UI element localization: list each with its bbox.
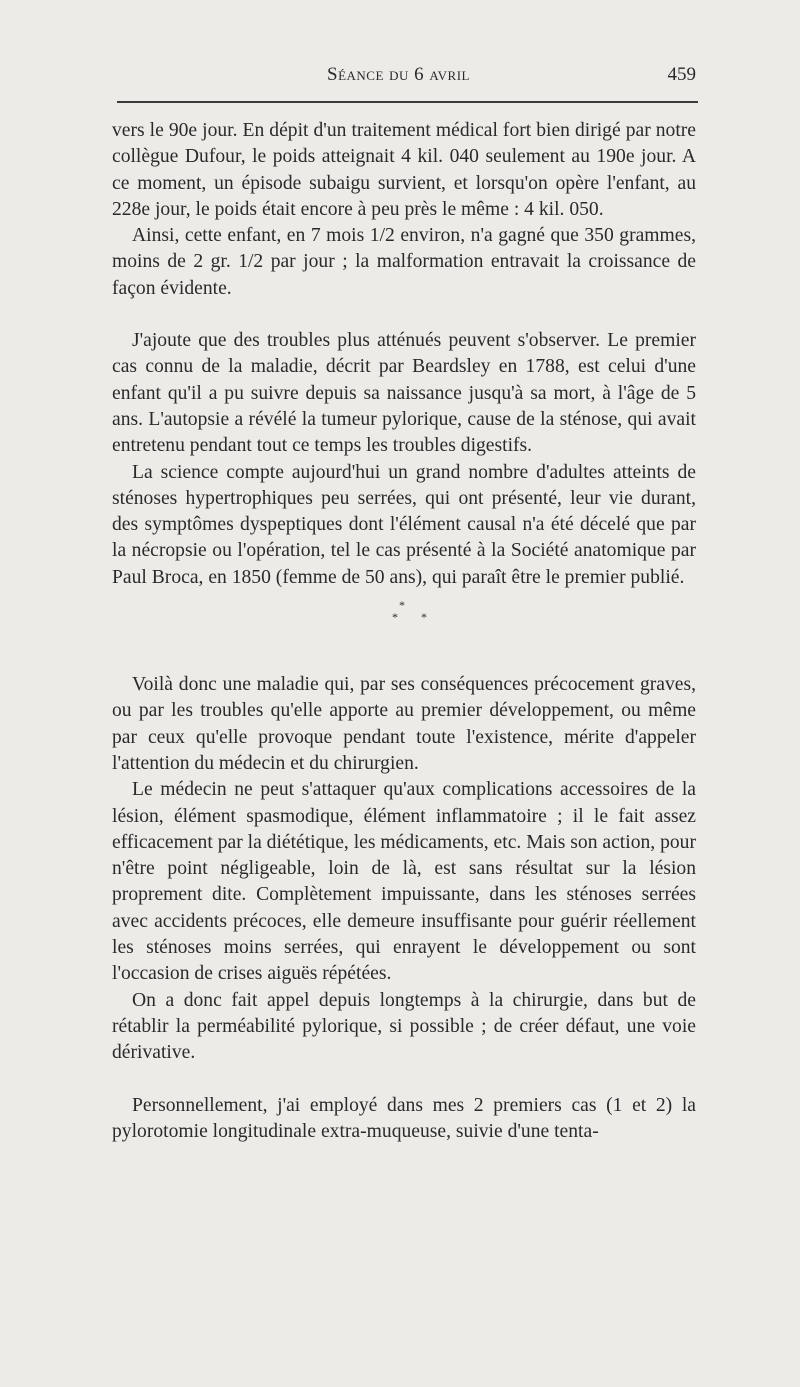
paragraph: Voilà donc une maladie qui, par ses conséquences précocement graves, ou par les troubles qu'elle apporte au premier développement, ou même par ceux qu'elle provoque pendant toute l'existence, mérite d'appeler l'attention du médecin et du chirurgien. [112,674,696,774]
separator-star-bottom: * * [392,610,437,625]
section-separator [112,591,696,646]
paragraph-gap [112,646,696,672]
paragraph: J'ajoute que des troubles plus atténués peuvent s'observer. Le premier cas connu de la maladie, décrit par Beardsley en 1788, est celui d'une enfant qu'il a pu suivre depuis sa naissance jusqu'à sa mort, à l'âge de 5 ans. L'autopsie a révélé la tumeur pylorique, cause de la sténose, qui avait entretenu pendant tout ce temps les troubles digestifs. [112,330,696,457]
page-number: 459 [667,64,696,85]
header-rule [117,101,698,103]
separator-star-top: * [399,598,405,613]
paragraph: vers le 90e jour. En dépit d'un traitement médical fort bien dirigé par notre collègue Dufour, le poids atteignait 4 kil. 040 seulement au 190e jour. A ce moment, un épisode subaigu survient, et lorsqu'on opère l'enfant, au 228e jour, le poids était encore à peu près le même : 4 kil. 050. [112,120,696,220]
running-title: Séance du 6 avril [327,64,470,85]
paragraph: La science compte aujourd'hui un grand nombre d'adultes atteints de sténoses hypertrophiques peu serrées, qui ont présenté, leur vie durant, des symptômes dyspeptiques dont l'élément causal n'a été décelé que par la nécropsie ou l'opération, tel le cas présenté à la Société anatomique par Paul Broca, en 1850 (femme de 50 ans), qui paraît être le premier publié. [112,461,696,588]
page-body [112,118,696,1145]
paragraph-gap [112,1067,696,1093]
paragraph: Personnellement, j'ai employé dans mes 2 premiers cas (1 et 2) la pylorotomie longitudinale extra-muqueuse, suivie d'une tenta- [112,1094,696,1142]
paragraph-gap [112,302,696,328]
running-header [112,60,696,90]
paragraph: On a donc fait appel depuis longtemps à la chirurgie, dans but de rétablir la perméabilité pylorique, si possible ; de créer défaut, une voie dérivative. [112,989,696,1064]
paragraph: Ainsi, cette enfant, en 7 mois 1/2 environ, n'a gagné que 350 grammes, moins de 2 gr. 1/2 par jour ; la malformation entravait la croissance de façon évidente. [112,225,696,299]
paragraph: Le médecin ne peut s'attaquer qu'aux complications accessoires de la lésion, élément spasmodique, élément inflammatoire ; il le fait assez efficacement par la diététique, les médicaments, etc. Mais son action, pour n'être point négligeable, loin de là, est sans résultat sur la lésion proprement dite. Complètement impuissante, dans les sténoses serrées avec accidents précoces, elle demeure insuffisante pour guérir réellement les sténoses moins serrées, qui enrayent le développement ou sont l'occasion de crises aiguës répétées. [112,779,696,985]
